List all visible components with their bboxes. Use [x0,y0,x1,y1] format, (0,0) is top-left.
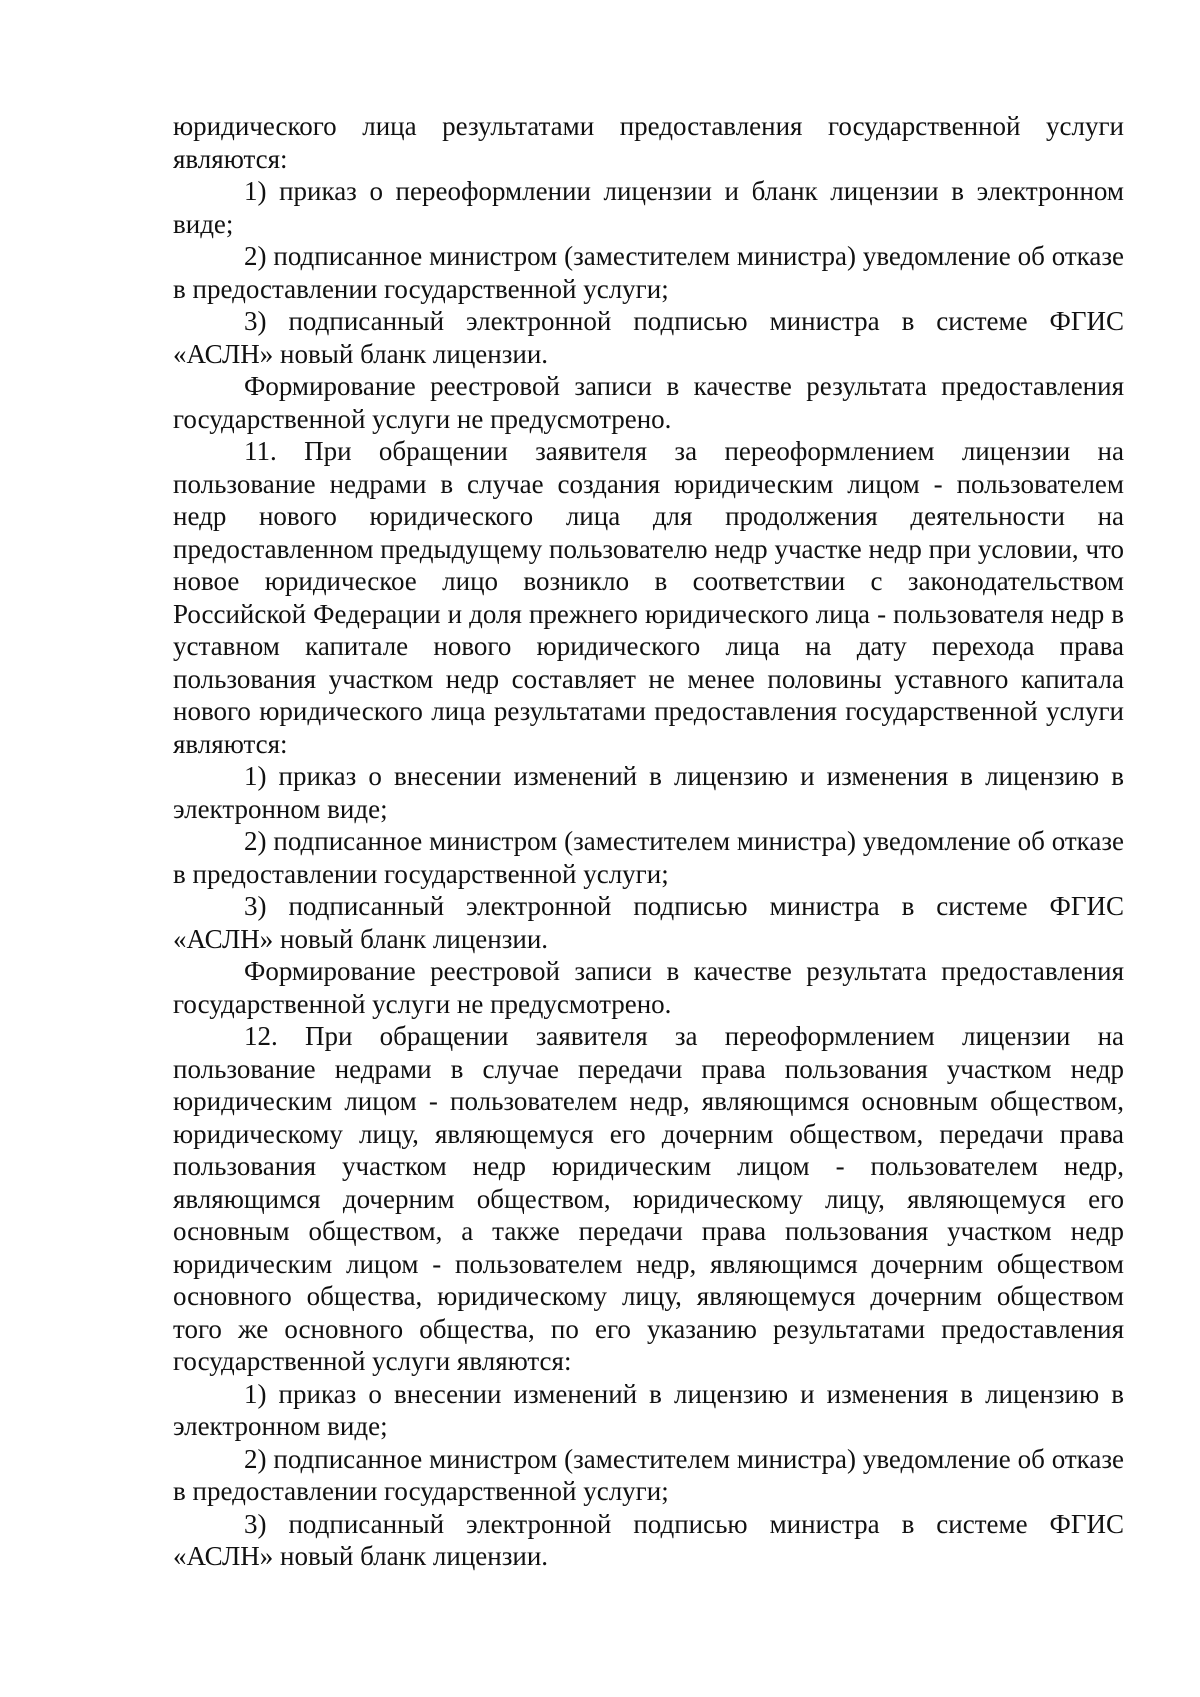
paragraph-clause-12: 12. При обращении заявителя за переоформлением лицензии на пользование недрами в случае передачи права пользования участком недр юридическим лицом - пользователем недр, являющимся основным обществом, юридическому лицу, являющемуся его дочерним обществом, передачи права пользования участком недр юридическим лицом - пользователем недр, являющимся дочерним обществом, юридическому лицу, являющемуся его основным обществом, а также передачи права пользования участком недр юридическим лицом - пользователем недр, являющимся дочерним обществом основного общества, юридическому лицу, являющемуся дочерним обществом того же основного общества, по его указанию результатами предоставления государственной услуги являются: [173,1021,1124,1376]
document-page [173,110,1124,1573]
paragraph-item-2: 2) подписанное министром (заместителем министра) уведомление об отказе в предоставлении государственной услуги; [173,1443,1124,1506]
paragraph-registry-note: Формирование реестровой записи в качестве результата предоставления государственной услуги не предусмотрено. [173,956,1124,1019]
paragraph-item-3: 3) подписанный электронной подписью министра в системе ФГИС «АСЛН» новый бланк лицензии. [173,891,1124,954]
paragraph-intro-continuation: юридического лица результатами предоставления государственной услуги являются: [173,111,1124,174]
paragraph-item-3: 3) подписанный электронной подписью министра в системе ФГИС «АСЛН» новый бланк лицензии. [173,1508,1124,1571]
paragraph-item-2: 2) подписанное министром (заместителем министра) уведомление об отказе в предоставлении государственной услуги; [173,241,1124,304]
paragraph-registry-note: Формирование реестровой записи в качестве результата предоставления государственной услуги не предусмотрено. [173,371,1124,434]
paragraph-clause-11: 11. При обращении заявителя за переоформлением лицензии на пользование недрами в случае создания юридическим лицом - пользователем недр нового юридического лица для продолжения деятельности на предоставленном предыдущему пользователю недр участке недр при условии, что новое юридическое лицо возникло в соответствии с законодательством Российской Федерации и доля прежнего юридического лица - пользователя недр в уставном капитале нового юридического лица на дату перехода права пользования участком недр составляет не менее половины уставного капитала нового юридического лица результатами предоставления государственной услуги являются: [173,436,1124,759]
paragraph-item-1: 1) приказ о внесении изменений в лицензию и изменения в лицензию в электронном виде; [173,1378,1124,1441]
paragraph-item-2: 2) подписанное министром (заместителем министра) уведомление об отказе в предоставлении государственной услуги; [173,826,1124,889]
paragraph-item-1: 1) приказ о внесении изменений в лицензию и изменения в лицензию в электронном виде; [173,761,1124,824]
paragraph-item-1: 1) приказ о переоформлении лицензии и бланк лицензии в электронном виде; [173,176,1124,239]
paragraph-item-3: 3) подписанный электронной подписью министра в системе ФГИС «АСЛН» новый бланк лицензии. [173,306,1124,369]
